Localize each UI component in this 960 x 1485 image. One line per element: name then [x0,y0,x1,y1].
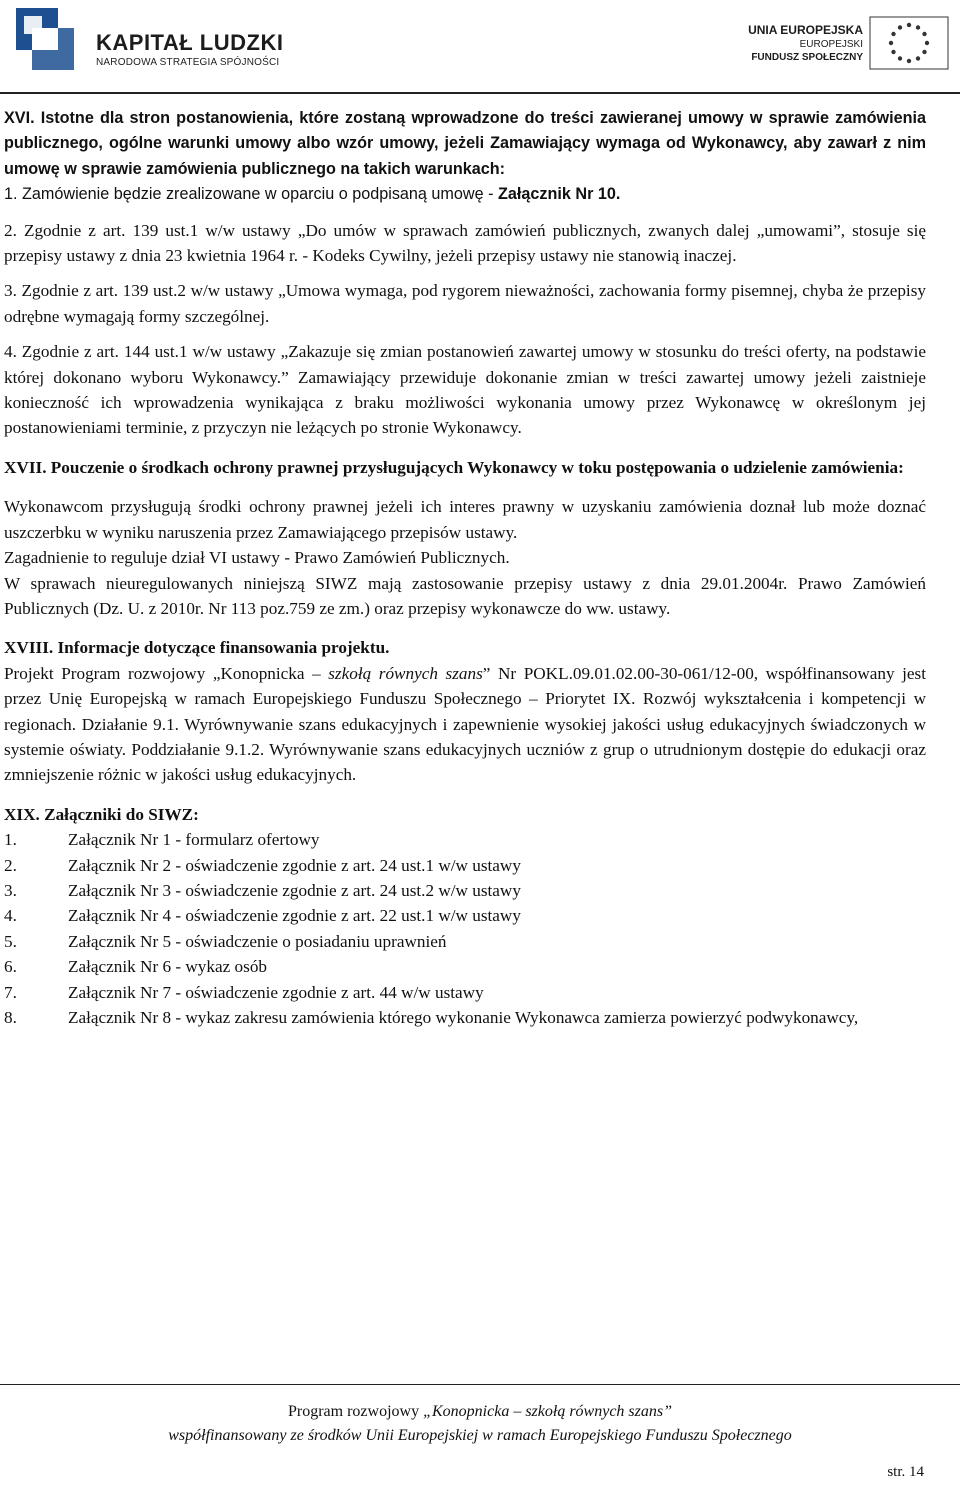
section18-heading: XVIII. Informacje dotyczące finansowania projektu. [4,638,390,658]
list-item: 6. Załącznik Nr 6 - wykaz osób [4,957,268,977]
eu-logo [745,12,955,76]
list-item: 4. Załącznik Nr 4 - oświadczenie zgodnie z art. 22 ust.1 w/w ustawy [4,906,521,926]
list-item: 5. Załącznik Nr 5 - oświadczenie o posiadaniu uprawnień [4,931,447,951]
header-divider [0,92,960,94]
kapital-ludzki-title: KAPITAŁ LUDZKI [96,30,284,55]
section16-point1: 1. Zamówienie będzie zrealizowane w oparciu o podpisaną umowę - Załącznik Nr 10. [4,185,621,204]
section17-p2: Zagadnienie to reguluje dział VI ustawy - Prawo Zamówień Publicznych. [4,548,510,568]
attachments-list [4,827,926,1030]
document-body [4,106,926,1030]
section17-p1: Wykonawcom przysługują środki ochrony prawnej jeżeli ich interes prawny w uzyskaniu zamówienia doznał lub może doznać uszczerbku w wyniku naruszenia przez Zamawiającego przepisów ustawy. [4,497,926,542]
page-number: str. 14 [887,1464,924,1480]
kapital-ludzki-emblem-icon [12,4,82,76]
section16-point2: 2. Zgodnie z art. 139 ust.1 w/w ustawy „Do umów w sprawach zamówień publicznych, zwanych dalej „umowami”, stosuje się przepisy ustawy z dnia 23 kwietnia 1964 r. - Kodeks Cywilny, jeżeli przepisy ustawy nie stanowią inaczej. [4,220,926,266]
list-item: 7. Załącznik Nr 7 - oświadczenie zgodnie z art. 44 w/w ustawy [4,982,484,1002]
page-footer [0,1400,960,1448]
footer-divider [0,1384,960,1385]
eu-line2: EUROPEJSKI [799,39,863,50]
eu-line1: UNIA EUROPEJSKA [748,23,863,37]
list-item: 3. Załącznik Nr 3 - oświadczenie zgodnie z art. 24 ust.2 w/w ustawy [4,880,521,900]
list-item: 8. Załącznik Nr 8 - wykaz zakresu zamówienia którego wykonanie Wykonawca zamierza powierzyć podwykonawcy, [4,1008,859,1027]
footer-line2: współfinansowany ze środków Unii Europejskiej w ramach Europejskiego Funduszu Społecznego [168,1427,792,1444]
section19-heading: XIX. Załączniki do SIWZ: [4,804,199,824]
section18-p1: Projekt Program rozwojowy „Konopnicka – szkołą równych szans” Nr POKL.09.01.02.00-30-061/12-00, współfinansowany jest przez Unię Europejską w ramach Europejskiego Funduszu Społecznego – Priorytet IX. Rozwój wykształcenia i kompetencji w regionach. Działanie 9.1. Wyrównywanie szans edukacyjnych i zapewnienie wysokiej jakości usług edukacyjnych świadczonych w systemie oświaty. Poddziałanie 9.1.2. Wyrównywanie szans edukacyjnych uczniów z grup o utrudnionym dostępie do edukacji oraz zmniejszenie różnic w jakości usług edukacyjnych. [4,663,926,785]
kapital-ludzki-subtitle: NARODOWA STRATEGIA SPÓJNOŚCI [96,57,280,68]
list-item: 1. Załącznik Nr 1 - formularz ofertowy [4,830,320,850]
footer-line1: Program rozwojowy „Konopnicka – szkołą równych szans” [288,1403,672,1420]
section16-heading: XVI. Istotne dla stron postanowienia, które zostaną wprowadzone do treści zawieranej umowy w sprawie zamówienia publicznego, ogólne warunki umowy albo wzór umowy, jeżeli Zamawiający wymaga od Wykonawcy, aby zawarł z nim umowę w sprawie zamówienia publicznego na takich warunkach: [4,109,926,178]
section17-heading: XVII. Pouczenie o środkach ochrony prawnej przysługujących Wykonawcy w toku postępowania o udzielenie zamówienia: [4,457,904,477]
kapital-ludzki-logo [12,4,282,74]
page-header [0,0,960,90]
eu-line3: FUNDUSZ SPOŁECZNY [751,52,863,63]
eu-flag-icon [869,16,949,70]
section16-point3: 3. Zgodnie z art. 139 ust.2 w/w ustawy „Umowa wymaga, pod rygorem nieważności, zachowania formy pisemnej, chyba że przepisy odrębne wymagają formy szczególnej. [4,281,926,326]
section17-p3: W sprawach nieuregulowanych niniejszą SIWZ mają zastosowanie przepisy ustawy z dnia 29.01.2004r. Prawo Zamówień Publicznych (Dz. U. z 2010r. Nr 113 poz.759 ze zm.) oraz przepisy wykonawcze do ww. ustawy. [4,573,926,618]
list-item: 2. Załącznik Nr 2 - oświadczenie zgodnie z art. 24 ust.1 w/w ustawy [4,855,521,875]
section16-point4: 4. Zgodnie z art. 144 ust.1 w/w ustawy „Zakazuje się zmian postanowień zawartej umowy w stosunku do treści oferty, na podstawie której dokonano wyboru Wykonawcy.” Zamawiający przewiduje dokonanie zmian w treści zawartej umowy jeżeli zaistnieje konieczność ich wprowadzenia wynikająca z braku możliwości wykonania umowy przez Wykonawcę w określonym jej postanowieniami terminie, z przyczyn nie leżących po stronie Wykonawcy. [4,342,926,438]
